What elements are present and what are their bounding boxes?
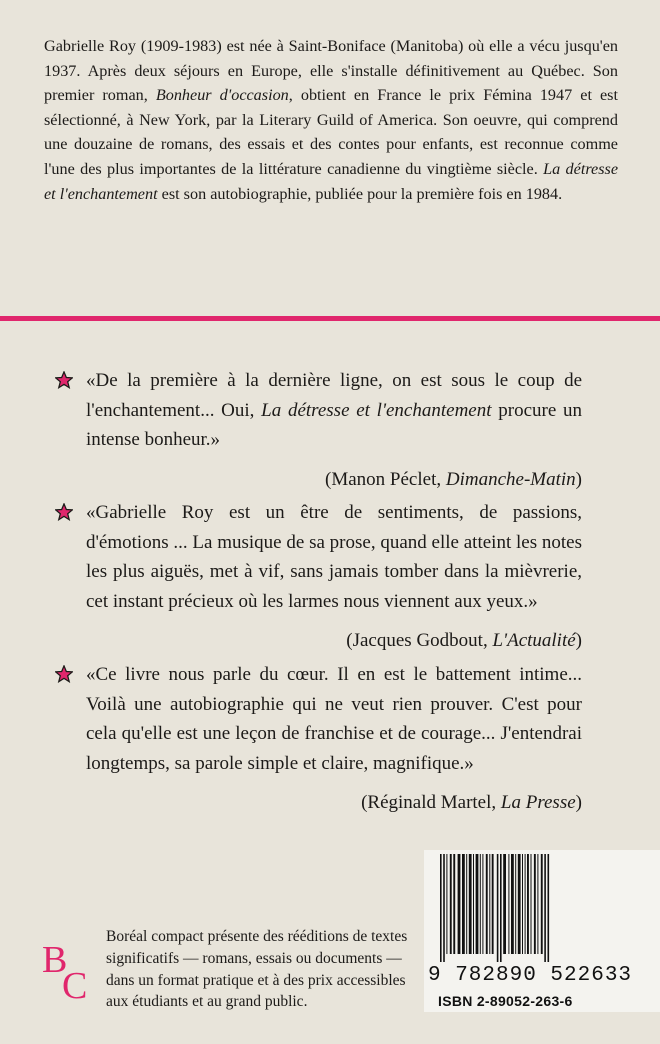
barcode-bar (476, 854, 479, 954)
barcode-bar (466, 854, 467, 954)
isbn-barcode (428, 850, 656, 964)
barcode-panel (424, 850, 660, 1012)
barcode-bar (497, 854, 499, 962)
publisher-blurb: Boréal compact présente des rééditions de textes significatifs — romans, essais ou documents — dans un format pratique et à des prix accessibles aux étudiants et au grand public. (106, 928, 408, 1011)
barcode-bar (482, 854, 483, 954)
barcode-bar (480, 854, 481, 954)
star-icon (55, 371, 73, 389)
review-quote-2: «Gabrielle Roy est un être de sentiments, de passions, d'émotions ... La musique de sa prose, quand elle atteint les notes les plus aiguës, met à vif, sans jamais tomber dans la mièvrerie, cet instant précieux où les larmes nous viennent aux yeux.» (Jacques Godbout, L'Actualité) (86, 498, 582, 656)
review-quote-1: «De la première à la dernière ligne, on est sous le coup de l'enchantement... Oui, La détresse et l'enchantement procure un intense bonheur.» (Manon Péclet, Dimanche-Matin) (86, 366, 582, 494)
barcode-bar (534, 854, 536, 954)
pink-divider (0, 316, 660, 321)
boreal-compact-logo (40, 938, 94, 1000)
review-attribution: (Réginald Martel, La Presse) (361, 792, 582, 813)
star-icon (55, 665, 73, 683)
book-title-detresse: La détresse et l'enchantement (44, 159, 618, 203)
svg-text:B: B (42, 939, 68, 981)
barcode-bar (508, 854, 509, 954)
barcode-bar (525, 854, 526, 954)
author-biography: Gabrielle Roy (1909-1983) est née à Saint-Boniface (Manitoba) où elle a vécu jusqu'en 1937. Après deux séjours en Europe, elle s'installe définitivement au Québec. Son premier roman, Bonheur d'occasion, obtient en France le prix Fémina 1947 et est sélectionné, à New York, par la Literary Guild of America. Son oeuvre, qui comprend une douzaine de romans, des essais et des contes pour enfants, est reconnue comme l'une des plus importantes de la littérature canadienne du vingtième siècle. La détresse et l'enchantement est son autobiographie, publiée pour la première fois en 1984. (44, 37, 618, 203)
barcode-bar (548, 854, 550, 962)
review-quote-3: «Ce livre nous parle du cœur. Il en est le battement intime... Voilà une autobiographie qui ne veut rien prouver. C'est pour cela qu'elle est une leçon de franchise et de courage... J'entendrai longtemps, sa parole simple et claire, magnifique.» (Réginald Martel, La Presse) (86, 660, 582, 818)
barcode-bar (450, 854, 452, 954)
barcode-bar (440, 854, 442, 962)
barcode-bar (544, 854, 546, 962)
barcode-digits: 9 782890 522633 (428, 964, 633, 987)
svg-text:C: C (62, 965, 88, 1000)
barcode-bar (489, 854, 490, 954)
barcode-bar (541, 854, 543, 954)
barcode-bar (522, 854, 523, 954)
book-title-bonheur: Bonheur d'occasion (155, 86, 289, 105)
barcode-bar (446, 854, 447, 954)
barcode-bar (458, 854, 461, 954)
barcode-bar (486, 854, 488, 954)
barcode-bar (537, 854, 538, 954)
barcode-bar (531, 854, 532, 954)
barcode-bar (515, 854, 516, 954)
barcode-bar (511, 854, 514, 954)
barcode-bar (500, 854, 502, 962)
barcode-bar (503, 854, 506, 954)
barcode-bar (462, 854, 465, 954)
star-icon (55, 503, 73, 521)
barcode-bar (492, 854, 494, 954)
barcode-bar (443, 854, 445, 962)
barcode-bar (527, 854, 529, 954)
review-attribution: (Jacques Godbout, L'Actualité) (346, 630, 582, 651)
barcode-bar (473, 854, 474, 954)
barcode-bar (453, 854, 455, 954)
barcode-bar (469, 854, 472, 954)
review-attribution: (Manon Péclet, Dimanche-Matin) (325, 468, 582, 490)
barcode-bar (518, 854, 521, 954)
isbn-number: ISBN 2-89052-263-6 (438, 993, 573, 1009)
